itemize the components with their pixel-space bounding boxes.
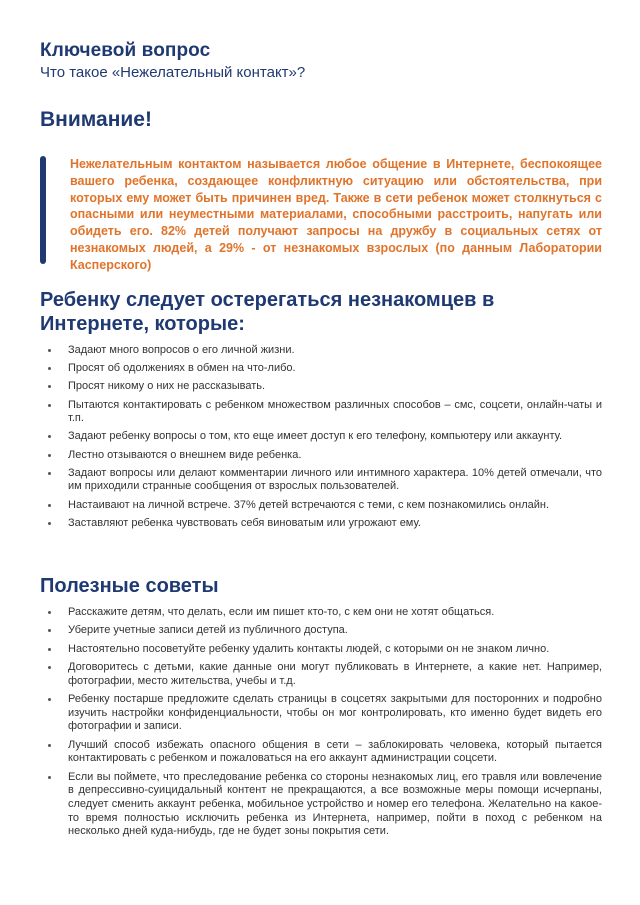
list-item — [40, 467, 602, 494]
bullet-icon — [48, 629, 51, 632]
list-item — [40, 693, 602, 734]
bullet-icon — [48, 744, 51, 747]
strangers-heading: Ребенку следует остерегаться незнакомцев в Интернете, которые: — [40, 289, 495, 335]
bullet-icon — [48, 522, 51, 525]
list-item-text: Ребенку постарше предложите сделать страницы в соцсетях закрытыми для посторонних и подробно изучить настройки конфиденциальности, чтобы он мог контролировать, кто именно будет видеть его фотографии и записи. — [68, 693, 602, 733]
attention-accent-bar — [40, 156, 46, 264]
list-item — [40, 344, 602, 358]
bullet-icon — [48, 611, 51, 614]
list-item-text: Расскажите детям, что делать, если им пишет кто-то, с кем они не хотят общаться. — [68, 606, 495, 618]
bullet-icon — [48, 504, 51, 507]
list-item — [40, 449, 602, 463]
key-question-subtitle: Что такое «Нежелательный контакт»? — [40, 64, 306, 81]
tips-list — [40, 606, 602, 843]
list-item — [40, 661, 602, 688]
list-item-text: Просят об одолжениях в обмен на что-либо. — [68, 362, 296, 375]
bullet-icon — [48, 367, 51, 370]
list-item-text: Лестно отзываются о внешнем виде ребенка. — [68, 448, 302, 461]
key-question-title: Ключевой вопрос — [40, 40, 211, 61]
list-item — [40, 380, 602, 394]
list-item-text: Пытаются контактировать с ребенком множеством различных способов – смс, соцсети, онлайн-чаты и т.п. — [68, 398, 602, 425]
attention-text: Нежелательным контактом называется любое общение в Интернете, беспокоящее вашего ребенка, создающее конфликтную ситуацию или обстоятельства, при которых ему может быть причинен вред. Также в сети ребенок может столкнуться с опасными или неуместными материалами, способными расстроить, напугать или обидеть его. 82% детей получают запросы на дружбу в социальных сетях от незнакомых людей, а 29% - от незнакомых взрослых (по данным Лаборатории Касперского) — [70, 157, 602, 272]
list-item-text: Настаивают на личной встрече. 37% детей встречаются с теми, с кем познакомились онлайн. — [68, 498, 550, 511]
list-item — [40, 739, 602, 766]
bullet-icon — [48, 472, 51, 475]
bullet-icon — [48, 385, 51, 388]
list-item-text: Задают много вопросов о его личной жизни. — [68, 344, 295, 356]
list-item — [40, 771, 602, 839]
list-item-text: Договоритесь с детьми, какие данные они могут публиковать в Интернете, а какие нет. Например, фотографии, место жительства, учебы и т.д. — [68, 661, 602, 687]
list-item — [40, 399, 602, 426]
list-item-text: Если вы поймете, что преследование ребенка со стороны незнакомых лиц, его травля или вовлечение в депрессивно-суицидальный контент не прекращаются, а все возможные меры помощи исчерпаны, следует сменить аккаунт ребенка, мобильное устройство и номер его телефона. Желательно на какое-то время полностью исключить ребенка из Интернета, например, пойти в поход с ребенком на несколько дней куда-нибудь, где не будет зоны покрытия сети. — [68, 770, 602, 838]
list-item-text: Задают вопросы или делают комментарии личного или интимного характера. 10% детей отмечали, что им приходили странные сообщения от взрослых пользователей. — [68, 466, 602, 493]
list-item — [40, 430, 602, 444]
bullet-icon — [48, 404, 51, 407]
list-item-text: Заставляют ребенка чувствовать себя виноватым или угрожают ему. — [68, 516, 421, 529]
bullet-icon — [48, 454, 51, 457]
list-item-text: Уберите учетные записи детей из публичного доступа. — [68, 624, 348, 637]
list-item — [40, 499, 602, 513]
bullet-icon — [48, 435, 51, 438]
bullet-icon — [48, 776, 51, 779]
bullet-icon — [48, 349, 51, 352]
list-item — [40, 624, 602, 638]
bullet-icon — [48, 666, 51, 669]
list-item — [40, 362, 602, 376]
list-item-text: Лучший способ избежать опасного общения в сети – заблокировать человека, который пытается контактировать с ребенком и пожаловаться на его аккаунт администрации соцсети. — [68, 738, 602, 765]
attention-heading: Внимание! — [40, 108, 152, 131]
strangers-list — [40, 344, 602, 535]
list-item — [40, 606, 602, 620]
list-item-text: Настоятельно посоветуйте ребенку удалить контакты людей, с которыми он не знаком лично. — [68, 642, 550, 655]
bullet-icon — [48, 648, 51, 651]
list-item-text: Задают ребенку вопросы о том, кто еще имеет доступ к его телефону, компьютеру или аккаунту. — [68, 430, 563, 443]
bullet-icon — [48, 698, 51, 701]
list-item-text: Просят никому о них не рассказывать. — [68, 380, 266, 393]
list-item — [40, 643, 602, 657]
list-item — [40, 517, 602, 531]
tips-heading: Полезные советы — [40, 575, 219, 597]
